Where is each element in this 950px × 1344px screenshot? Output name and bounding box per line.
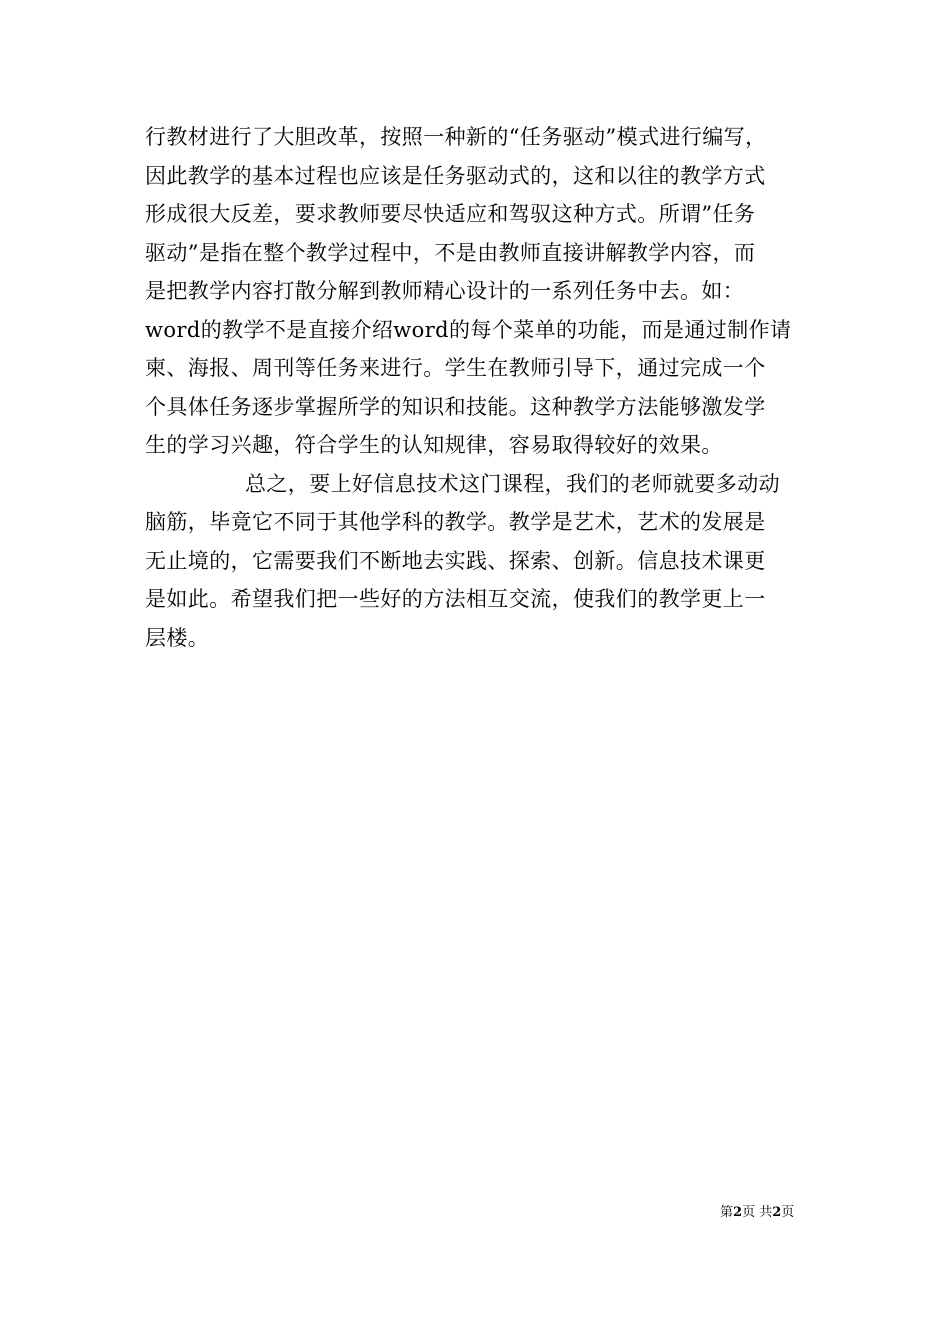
footer-prefix: 第 (720, 1205, 734, 1220)
page-number-footer (720, 1204, 840, 1222)
text-line: 生的学习兴趣，符合学生的认知规律，容易取得较好的效果。 (145, 433, 723, 457)
text-line: 是把教学内容打散分解到教师精心设计的一系列任务中去。如： (145, 279, 745, 303)
paragraph-2 (145, 465, 811, 658)
text-line: 是如此。希望我们把一些好的方法相互交流，使我们的教学更上一 (145, 587, 766, 611)
text-line: 因此教学的基本过程也应该是任务驱动式的，这和以往的教学方式 (145, 163, 766, 188)
text-line: 总之，要上好信息技术这门课程，我们的老师就要多动动 (245, 471, 780, 496)
document-body (145, 118, 811, 657)
current-page-number: 2 (733, 1205, 743, 1220)
text-line: 柬、海报、周刊等任务来进行。学生在教师引导下，通过完成一个 (145, 356, 766, 380)
footer-suffix: 页 (781, 1205, 795, 1220)
paragraph-1 (145, 118, 811, 465)
text-line: 层楼。 (145, 625, 210, 650)
total-page-number: 2 (772, 1205, 782, 1220)
text-line: 个具体任务逐步掌握所学的知识和技能。这种教学方法能够激发学 (145, 394, 766, 419)
text-line: 无止境的，它需要我们不断地去实践、探索、创新。信息技术课更 (145, 548, 766, 573)
text-line: word的教学不是直接介绍word的每个菜单的功能，而是通过制作请 (145, 317, 792, 342)
footer-mid: 页 共 (742, 1205, 773, 1220)
text-line: 形成很大反差，要求教师要尽快适应和驾驭这种方式。所谓”任务 (145, 202, 756, 226)
text-line: 脑筋，毕竟它不同于其他学科的教学。教学是艺术，艺术的发展是 (145, 510, 766, 534)
text-line: 驱动”是指在整个教学过程中，不是由教师直接讲解教学内容，而 (145, 240, 756, 265)
text-line: 行教材进行了大胆改革，按照一种新的“任务驱动”模式进行编写， (145, 125, 767, 149)
